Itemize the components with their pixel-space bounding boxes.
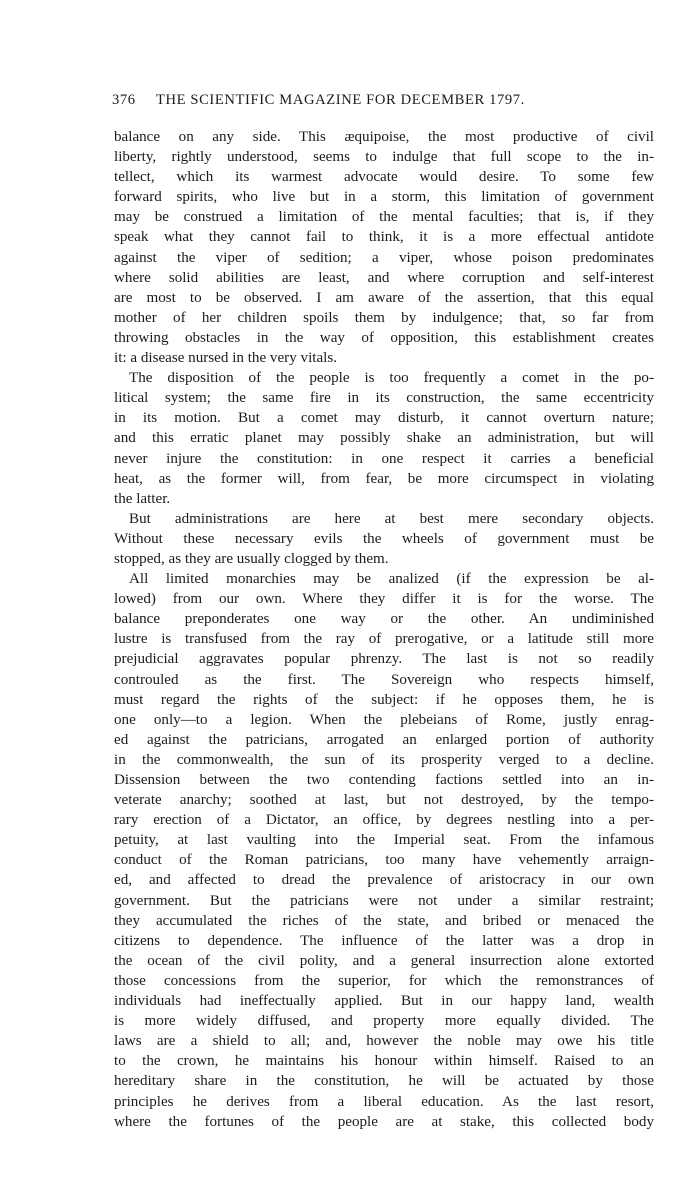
text-line: controuled as the first. The Sovereign who respects himself, bbox=[114, 671, 654, 688]
text-line: lustre is transfused from the ray of prerogative, or a latitude still more bbox=[114, 631, 654, 648]
text-line: mother of her children spoils them by indulgence; that, so far from bbox=[114, 309, 654, 326]
text-line: forward spirits, who live but in a storm, this limitation of government bbox=[114, 189, 654, 206]
text-line: balance on any side. This æquipoise, the most productive of civil bbox=[114, 129, 654, 145]
text-line: citizens to dependence. The influence of the latter was a drop in bbox=[114, 932, 654, 949]
text-line: The disposition of the people is too frequently a comet in the po- bbox=[129, 370, 654, 387]
page-number: 376 bbox=[112, 92, 136, 108]
text-line: stopped, as they are usually clogged by them. bbox=[114, 550, 389, 567]
text-line: Dissension between the two contending factions settled into an in- bbox=[114, 772, 654, 788]
text-line: those concessions from the superior, for which the remonstrances of bbox=[114, 972, 654, 989]
text-line: to the crown, he maintains his honour within himself. Raised to an bbox=[114, 1053, 654, 1070]
text-line: where the fortunes of the people are at stake, this collected body bbox=[114, 1113, 654, 1130]
text-line: never injure the constitution: in one respect it carries a beneficial bbox=[114, 450, 654, 467]
text-line: is more widely diffused, and property more equally divided. The bbox=[114, 1013, 654, 1030]
text-line: in the commonwealth, the sun of its prosperity verged to a decline. bbox=[114, 751, 654, 768]
text-line: balance preponderates one way or the other. An undiminished bbox=[114, 611, 654, 628]
text-line: veterate anarchy; soothed at last, but not destroyed, by the tempo- bbox=[114, 792, 654, 809]
text-line: government. But the patricians were not under a similar restraint; bbox=[114, 892, 654, 909]
text-line: liberty, rightly understood, seems to indulge that full scope to the in- bbox=[114, 149, 654, 166]
text-line: where solid abilities are least, and where corruption and self-interest bbox=[114, 269, 654, 286]
text-line: All limited monarchies may be analized (if the expression be al- bbox=[129, 571, 654, 588]
text-line: tellect, which its warmest advocate would desire. To some few bbox=[114, 169, 654, 186]
text-line: must regard the rights of the subject: if he opposes them, he is bbox=[114, 691, 654, 708]
text-line: heat, as the former will, from fear, be more circumspect in violating bbox=[114, 470, 654, 487]
text-line: But administrations are here at best mere secondary objects. bbox=[129, 510, 654, 527]
text-line: it: a disease nursed in the very vitals. bbox=[114, 350, 337, 367]
text-line: throwing obstacles in the way of opposition, this establishment creates bbox=[114, 329, 654, 346]
body-text bbox=[114, 127, 654, 1132]
text-line: are most to be observed. I am aware of the assertion, that this equal bbox=[114, 289, 654, 306]
text-line: speak what they cannot fail to think, it is a more effectual antidote bbox=[114, 229, 654, 246]
text-line: principles he derives from a liberal education. As the last resort, bbox=[114, 1093, 654, 1110]
text-line: rary erection of a Dictator, an office, by degrees nestling into a per- bbox=[114, 812, 654, 829]
running-title: THE SCIENTIFIC MAGAZINE FOR DECEMBER 1797. bbox=[155, 92, 525, 108]
text-line: ed, and affected to dread the prevalence of aristocracy in our own bbox=[114, 872, 654, 889]
text-line: prejudicial aggravates popular phrenzy. The last is not so readily bbox=[114, 651, 654, 668]
text-line: lowed) from our own. Where they differ it is for the worse. The bbox=[114, 591, 654, 608]
text-line: ed against the patricians, arrogated an enlarged portion of authority bbox=[114, 731, 654, 748]
text-line: conduct of the Roman patricians, too many have vehemently arraign- bbox=[114, 852, 654, 869]
text-line: one only—to a legion. When the plebeians of Rome, justly enrag- bbox=[114, 711, 654, 728]
text-line: individuals had ineffectually applied. But in our happy land, wealth bbox=[114, 993, 654, 1010]
text-line: against the viper of sedition; a viper, whose poison predominates bbox=[114, 249, 654, 266]
text-line: hereditary share in the constitution, he will be actuated by those bbox=[114, 1073, 654, 1090]
text-line: they accumulated the riches of the state, and bribed or menaced the bbox=[114, 912, 654, 929]
text-line: and this erratic planet may possibly shake an administration, but will bbox=[114, 430, 654, 447]
text-line: petuity, at last vaulting into the Imperial seat. From the infamous bbox=[114, 832, 654, 849]
text-line: Without these necessary evils the wheels of government must be bbox=[114, 530, 654, 547]
text-line: laws are a shield to all; and, however the noble may owe his title bbox=[114, 1033, 654, 1050]
text-line: in its motion. But a comet may disturb, it cannot overturn nature; bbox=[114, 410, 654, 427]
text-line: the ocean of the civil polity, and a general insurrection alone extorted bbox=[114, 952, 654, 969]
text-line: the latter. bbox=[114, 490, 171, 507]
text-line: may be construed a limitation of the mental faculties; that is, if they bbox=[114, 209, 654, 226]
text-line: litical system; the same fire in its construction, the same eccentricity bbox=[114, 390, 654, 407]
running-header bbox=[112, 92, 660, 120]
